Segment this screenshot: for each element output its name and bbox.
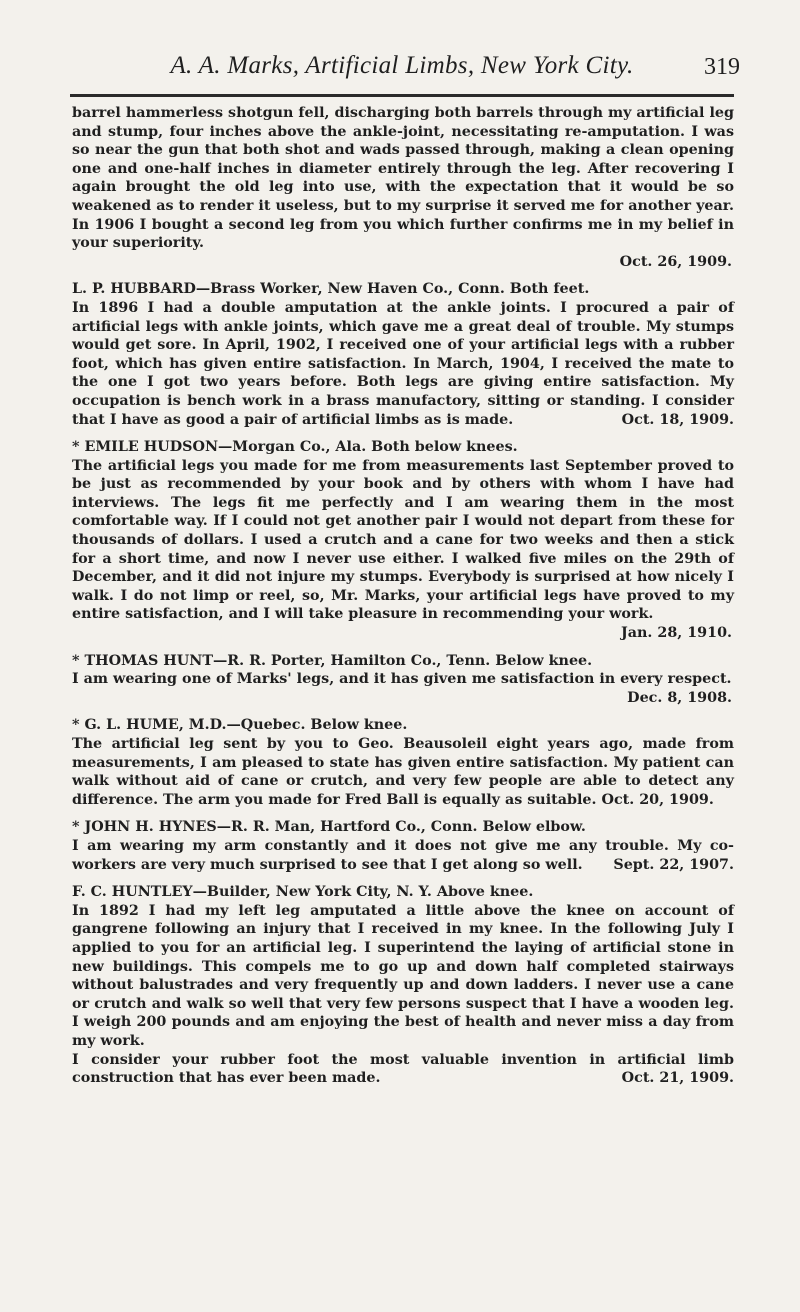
testimonial-date: Oct. 20, 1909. [601, 791, 714, 808]
testimonial-body: The artificial leg sent by you to Geo. Beausoleil eight years ago, made from measurements, I am pleased to state has given entire satisfaction. My patient can walk without aid of cane or crutch, and very few people are able to detect any difference. The arm you made for Fred Ball is equally as suitable. [72, 736, 734, 808]
testimonial-hudson [72, 438, 734, 643]
running-title: A. A. Marks, Artificial Limbs, New York City. [170, 52, 634, 79]
testimonial-heading: * THOMAS HUNT—R. R. Porter, Hamilton Co., Tenn. Below knee. [72, 652, 593, 669]
testimonial-body: In 1892 I had my left leg amputated a little above the knee on account of gangrene following an injury that I received in my knee. In the following July I applied to you for an artificial leg. I superintend the laying of artificial stone in new buildings. This compels me to go up and down half completed stairways without balustrades and very frequently up and down ladders. I never use a cane or crutch and walk so well that very few persons suspect that I have a wooden leg. I weigh 200 pounds and am enjoying the best of health and never miss a day from my work. [72, 902, 734, 1049]
testimonial-heading: * EMILE HUDSON—Morgan Co., Ala. Both below knees. [72, 439, 518, 456]
testimonial-date: Oct. 18, 1909. [621, 411, 734, 428]
testimonial-body: The artificial legs you made for me from measurements last September proved to be just as recommended by your book and by others with whom I have had interviews. The legs fit me perfectly and I am wearing them in the most comfortable way. If I could not get another pair I would not depart from these for thousands of dollars. I used a crutch and a cane for two weeks and then a stick for a short time, and now I never use either. I walked five miles on the 29th of December, and it did not injure my stumps. Everybody is surprised at how nicely I walk. I do not limp or reel, so, Mr. Marks, your artificial legs have proved to my entire satisfaction, and I will take pleasure in recommending your work. [72, 457, 734, 623]
testimonial-heading: F. C. HUNTLEY—Builder, New York City, N. Y. Above knee. [72, 884, 534, 901]
testimonial-hynes [72, 818, 734, 874]
intro-entry [72, 104, 734, 271]
testimonial-hunt [72, 652, 734, 708]
testimonial-heading: * G. L. HUME, M.D.—Quebec. Below knee. [72, 717, 408, 734]
testimonial-huntley [72, 883, 734, 1088]
testimonial-heading: * JOHN H. HYNES—R. R. Man, Hartford Co., Conn. Below elbow. [72, 819, 586, 836]
intro-date: Oct. 26, 1909. [619, 253, 732, 270]
testimonial-date: Oct. 21, 1909. [621, 1070, 734, 1087]
testimonial-body: I am wearing my arm constantly and it does not give me any trouble. My co-workers are very much surprised to see that I get along so well. [72, 837, 734, 873]
page-body [72, 104, 734, 1097]
testimonial-body-continued: I consider your rubber foot the most valuable invention in artificial limb construction that has ever been made. [72, 1051, 734, 1087]
testimonial-date: Sept. 22, 1907. [613, 856, 734, 873]
intro-text: barrel hammerless shotgun fell, discharging both barrels through my artificial leg and stump, four inches above the ankle-joint, necessitating re-amputation. I was so near the gun that both shot and wads passed through, making a clean opening one and one-half inches in diameter entirely through the leg. After recovering I again brought the old leg into use, with the expectation that it would be so weakened as to render it useless, but to my surprise it served me for another year. In 1906 I bought a second leg from you which further confirms me in my belief in your superiority. [72, 105, 734, 252]
testimonial-body: I am wearing one of Marks' legs, and it has given me satisfaction in every respect. [72, 671, 732, 688]
testimonial-body: In 1896 I had a double amputation at the ankle joints. I procured a pair of artificial legs with ankle joints, which gave me a great deal of trouble. My stumps would get sore. In April, 1902, I received one of your artificial legs with a rubber foot, which has given entire satisfaction. In March, 1904, I received the mate to the one I got two years before. Both legs are giving entire satisfaction. My occupation is bench work in a brass manufactory, sitting or standing. I consider that I have as good a pair of artificial limbs as is made. [72, 299, 734, 428]
testimonial-hubbard [72, 280, 734, 429]
running-header [72, 52, 740, 92]
testimonial-heading: L. P. HUBBARD—Brass Worker, New Haven Co., Conn. Both feet. [72, 281, 590, 298]
testimonial-date: Dec. 8, 1908. [627, 689, 732, 706]
header-rule [70, 94, 734, 97]
testimonial-hume [72, 716, 734, 809]
testimonial-date: Jan. 28, 1910. [621, 625, 732, 642]
page-number: 319 [704, 54, 740, 80]
